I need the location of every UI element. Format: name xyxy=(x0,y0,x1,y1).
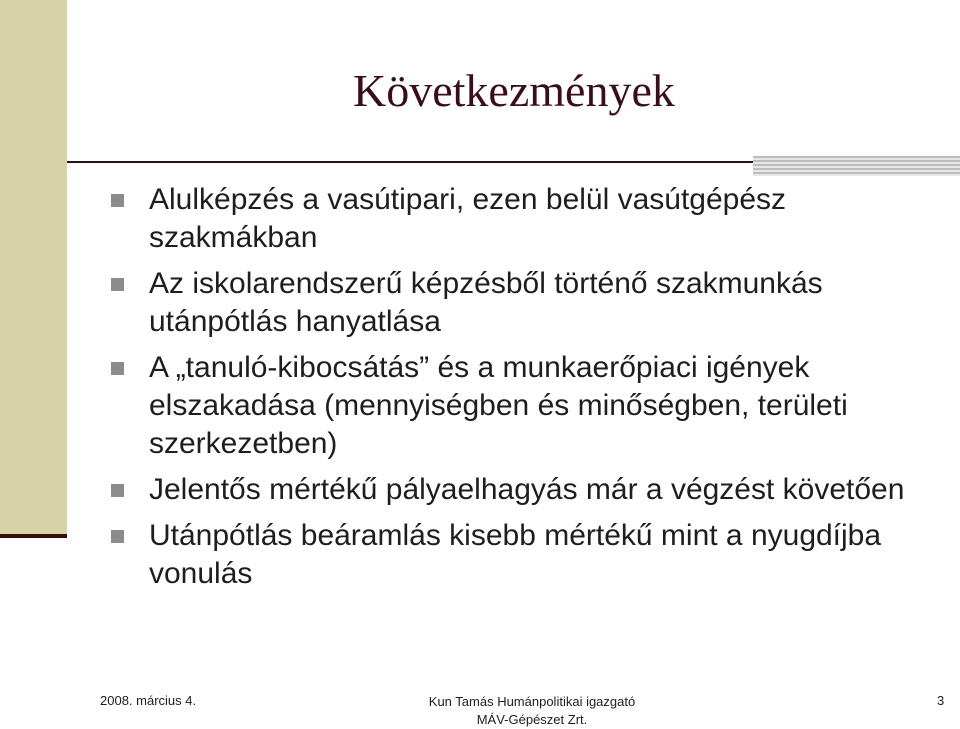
footer-author-line2: MÁV-Gépészet Zrt. xyxy=(476,712,588,727)
bullet-item xyxy=(108,181,938,257)
side-decor-band xyxy=(0,0,67,538)
square-bullet-icon xyxy=(111,362,124,375)
slide-title: Következmények xyxy=(353,65,675,116)
footer-author-line1: Kun Tamás Humánpolitikai igazgató xyxy=(428,694,636,709)
bullet-item xyxy=(108,265,938,341)
title-underline-grey-block xyxy=(753,156,960,176)
square-bullet-icon xyxy=(111,530,124,543)
footer-author xyxy=(400,693,664,729)
bullet-list xyxy=(108,181,938,601)
bullet-item xyxy=(108,471,938,509)
page-number: 3 xyxy=(937,693,945,708)
side-band-rule xyxy=(0,534,67,538)
title-underline xyxy=(67,161,753,163)
bullet-text: A „tanuló-kibocsátás” és a munkaerőpiaci igények elszakadása (mennyiségben és minőségben, területi szerkezetben) xyxy=(149,351,848,460)
bullet-item xyxy=(108,349,938,463)
bullet-item xyxy=(108,517,938,593)
square-bullet-icon xyxy=(111,194,124,207)
bullet-text: Alulképzés a vasútipari, ezen belül vasútgépész szakmákban xyxy=(149,183,787,254)
square-bullet-icon xyxy=(111,484,124,497)
footer-date: 2008. március 4. xyxy=(100,693,197,708)
bullet-text: Utánpótlás beáramlás kisebb mértékű mint a nyugdíjba vonulás xyxy=(149,519,882,590)
bullet-text: Jelentős mértékű pályaelhagyás már a végzést követően xyxy=(149,473,905,506)
bullet-text: Az iskolarendszerű képzésből történő szakmunkás utánpótlás hanyatlása xyxy=(149,267,823,338)
square-bullet-icon xyxy=(111,278,124,291)
